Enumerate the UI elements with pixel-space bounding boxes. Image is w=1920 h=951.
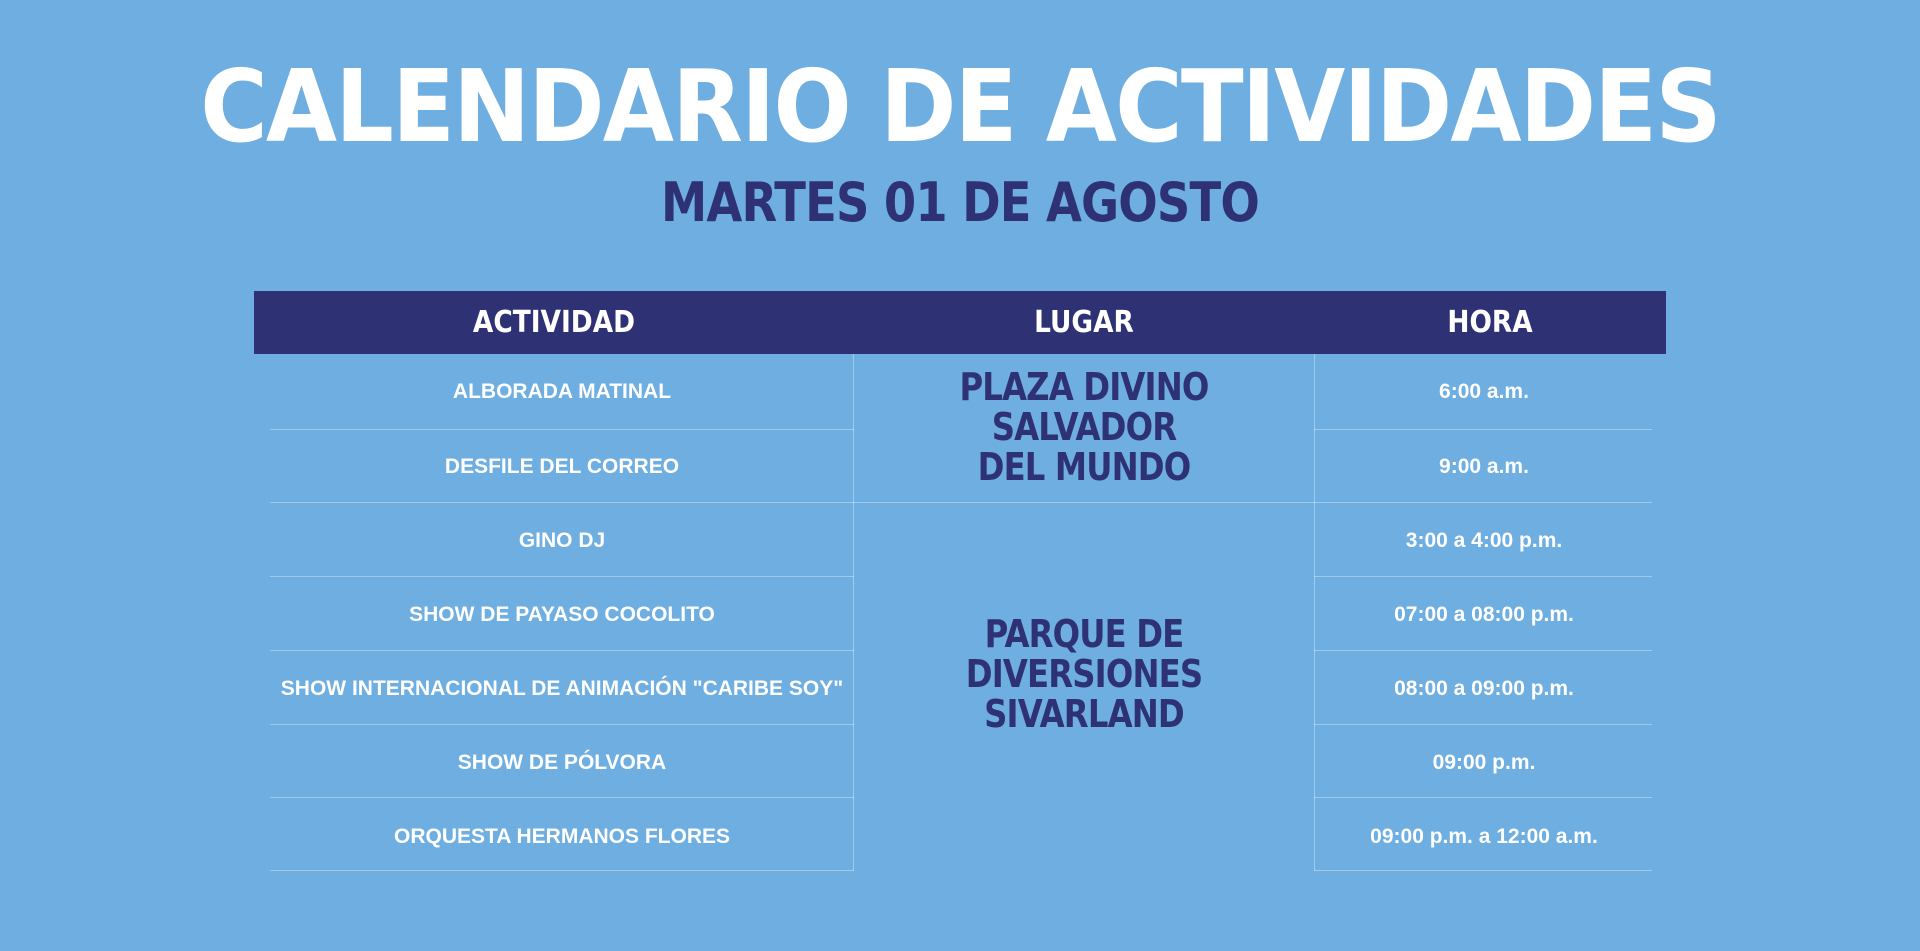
table-cell-hora: 09:00 p.m. (1432, 751, 1536, 774)
row-divider (270, 797, 854, 798)
header-lugar: LUGAR (1034, 305, 1134, 340)
table-header (254, 291, 1666, 354)
lugar-line: DEL MUNDO (977, 445, 1191, 489)
table-cell-lugar (889, 614, 1280, 734)
lugar-line: PLAZA DIVINO (959, 365, 1209, 409)
page-subtitle: MARTES 01 DE AGOSTO (661, 171, 1259, 234)
header-actividad: ACTIVIDAD (472, 305, 636, 340)
row-divider (270, 502, 1652, 503)
row-divider (1314, 797, 1652, 798)
table-cell-actividad: ALBORADA MATINAL (452, 380, 672, 403)
lugar-line: SIVARLAND (984, 692, 1184, 736)
table-cell-actividad: DESFILE DEL CORREO (444, 455, 680, 478)
row-divider (270, 576, 854, 577)
header-hora: HORA (1447, 305, 1533, 340)
table-cell-hora: 07:00 a 08:00 p.m. (1394, 603, 1574, 626)
table-cell-hora: 9:00 a.m. (1439, 455, 1529, 478)
row-divider (1314, 724, 1652, 725)
row-divider (1314, 650, 1652, 651)
table-cell-actividad: SHOW DE PÓLVORA (457, 751, 667, 774)
page-title: CALENDARIO DE ACTIVIDADES (200, 48, 1720, 165)
table-cell-hora: 3:00 a 4:00 p.m. (1405, 529, 1563, 552)
table-cell-hora: 08:00 a 09:00 p.m. (1394, 677, 1574, 700)
table-cell-actividad: GINO DJ (518, 529, 606, 552)
lugar-line: DIVERSIONES (965, 652, 1203, 696)
row-divider (270, 724, 854, 725)
table-cell-actividad: SHOW INTERNACIONAL DE ANIMACIÓN "CARIBE SOY" (280, 677, 844, 700)
table-cell-actividad: ORQUESTA HERMANOS FLORES (393, 825, 730, 848)
row-divider (1314, 870, 1652, 871)
table-cell-hora: 6:00 a.m. (1439, 380, 1529, 403)
lugar-line: PARQUE DE (984, 612, 1184, 656)
row-divider (270, 870, 854, 871)
table-cell-hora: 09:00 p.m. a 12:00 a.m. (1370, 825, 1598, 848)
table-cell-actividad: SHOW DE PAYASO COCOLITO (409, 603, 715, 626)
lugar-line: SALVADOR (991, 405, 1177, 449)
table-cell-lugar (889, 367, 1280, 487)
row-divider (270, 650, 854, 651)
row-divider (1314, 576, 1652, 577)
